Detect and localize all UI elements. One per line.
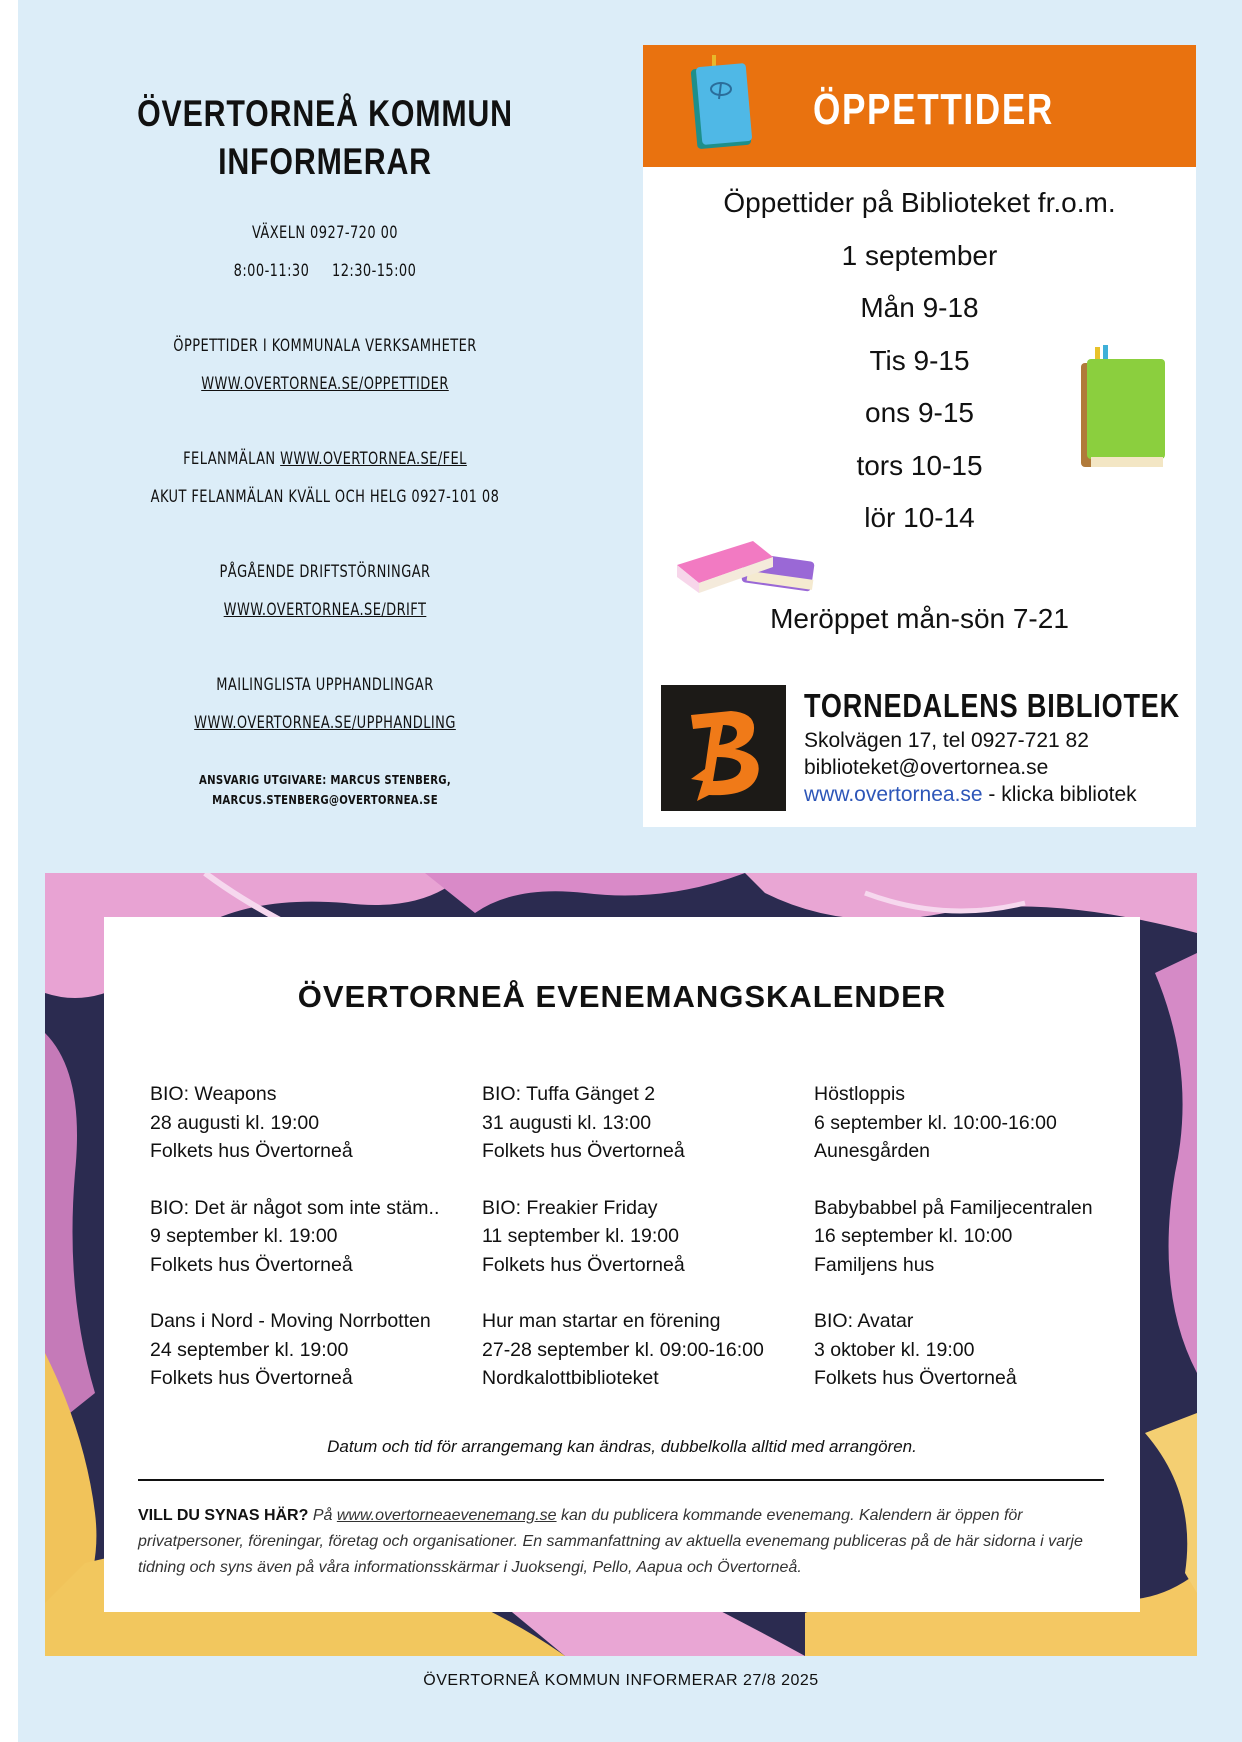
event-location: Folkets hus Övertorneå [814,1367,1017,1389]
library-email[interactable]: biblioteket@overtornea.se [804,756,1049,779]
hours-saturday: lör 10-14 [864,502,975,533]
promo-text [138,1503,1106,1581]
green-book-icon [1077,345,1169,475]
event-location: Familjens hus [814,1253,935,1276]
event-location: Folkets hus Övertorneå [150,1367,353,1389]
library-hours-header [643,45,1196,167]
event-grid [150,1080,1130,1393]
promo-pre: På [308,1507,337,1524]
event-item[interactable] [482,1307,814,1393]
library-web-line [804,783,1137,807]
event-calendar-title: ÖVERTORNEÅ EVENEMANGSKALENDER [297,979,947,1014]
hours-thursday: tors 10-15 [856,449,983,481]
page-edge-strip [0,0,18,1742]
fault-report-label: FELANMÄLAN [183,449,276,469]
library-b-logo-icon [661,685,786,811]
event-item[interactable] [150,1307,482,1393]
urgent-fault-line: AKUT FELANMÄLAN KVÄLL OCH HELG 0927-101 08 [150,487,500,507]
hours-tuesday: Tis 9-15 [869,344,970,376]
municipality-info [90,90,560,810]
event-item[interactable] [150,1194,482,1280]
event-time: 3 oktober kl. 19:00 [814,1338,975,1361]
event-item[interactable] [482,1194,814,1280]
event-name: BIO: Freakier Friday [482,1196,658,1219]
extended-hours: Meröppet mån-sön 7-21 [770,603,1069,634]
event-name: Hur man startar en förening [482,1310,721,1332]
library-website-suffix: - klicka bibliotek [982,783,1137,806]
event-name: BIO: Weapons [150,1083,277,1105]
promo-lead: VILL DU SYNAS HÄR? [138,1507,309,1524]
event-time: 9 september kl. 19:00 [150,1225,338,1247]
divider [138,1479,1104,1481]
fault-report-link[interactable]: WWW.OVERTORNEA.SE/FEL [280,449,467,469]
event-location: Folkets hus Övertorneå [150,1140,353,1162]
library-website-link[interactable]: www.overtornea.se [804,783,983,806]
title-line-2: INFORMERAR [218,141,432,182]
promo-body: kan du publicera kommande evenemang. Kalendern är öppen för privatpersoner, föreningar, företag och organisationer. En sammanfattning av aktuella evenemang publiceras på de här sidorna i varje tidning och syns även på våra informationsskärmar i Juoksengi, Pello, Aapua och Övertorneå. [138,1507,1083,1576]
page-title [132,90,517,186]
event-disclaimer: Datum och tid för arrangemang kan ändras, dubbelkolla alltid med arrangören. [327,1437,917,1456]
title-line-1: ÖVERTORNEÅ KOMMUN [137,93,513,134]
mailing-list-label: MAILINGLISTA UPPHANDLINGAR [216,675,434,695]
opening-hours-label: ÖPPETTIDER I KOMMUNALA VERKSAMHETER [173,336,477,356]
page-footer: ÖVERTORNEÅ KOMMUN INFORMERAR 27/8 2025 [423,1672,819,1689]
event-time: 27-28 september kl. 09:00-16:00 [482,1338,764,1361]
event-location: Aunesgården [814,1140,931,1162]
switchboard-number: VÄXELN 0927-720 00 [252,223,398,243]
event-item[interactable] [814,1307,1130,1393]
event-item[interactable] [482,1080,814,1166]
event-name: Babybabbel på Familjecentralen [814,1196,1093,1219]
publisher-credit: ANSVARIG UTGIVARE: MARCUS STENBERG, MARCUS.STENBERG@OVERTORNEA.SE [198,772,452,807]
hours-intro: Öppettider på Biblioteket fr.o.m. [723,187,1116,218]
library-logo [661,685,786,811]
event-location: Folkets hus Övertorneå [482,1140,685,1162]
event-item[interactable] [150,1080,482,1166]
outages-link[interactable]: WWW.OVERTORNEA.SE/DRIFT [223,600,427,620]
promo-website-link[interactable]: www.overtorneaevenemang.se [336,1507,557,1524]
event-time: 28 augusti kl. 19:00 [150,1111,320,1134]
event-item[interactable] [814,1194,1130,1280]
hours-monday: Mån 9-18 [860,292,979,323]
event-time: 6 september kl. 10:00-16:00 [814,1111,1057,1134]
event-time: 11 september kl. 19:00 [482,1225,679,1247]
event-name: BIO: Det är något som inte stäm.. [150,1196,440,1219]
mailing-list-link[interactable]: WWW.OVERTORNEA.SE/UPPHANDLING [194,713,456,733]
event-calendar [104,917,1140,1612]
event-name: BIO: Avatar [814,1310,914,1332]
event-name: Dans i Nord - Moving Norrbotten [150,1310,431,1332]
event-location: Folkets hus Övertorneå [150,1253,353,1276]
library-hours-title: ÖPPETTIDER [813,85,1054,134]
pink-books-icon [673,535,823,605]
library-address: Skolvägen 17, tel 0927-721 82 [804,729,1089,752]
event-location: Folkets hus Övertorneå [482,1253,685,1276]
switchboard-hours: 8:00-11:30 12:30-15:00 [233,261,417,281]
library-hours-card [643,45,1196,827]
hours-start-date: 1 september [841,239,998,271]
event-time: 24 september kl. 19:00 [150,1338,349,1361]
event-name: Höstloppis [814,1083,906,1105]
library-contact [661,685,1191,811]
opening-hours-link[interactable]: WWW.OVERTORNEA.SE/OPPETTIDER [201,374,449,394]
event-name: BIO: Tuffa Gänget 2 [482,1083,656,1105]
outages-label: PÅGÅENDE DRIFTSTÖRNINGAR [219,562,431,582]
event-time: 31 augusti kl. 13:00 [482,1111,652,1134]
fault-report-line [125,440,525,478]
library-name: TORNEDALENS BIBLIOTEK [804,687,1181,724]
blue-book-icon [686,53,758,153]
event-time: 16 september kl. 10:00 [814,1225,1013,1247]
event-location: Nordkalottbiblioteket [482,1367,659,1389]
event-item[interactable] [814,1080,1130,1166]
hours-wednesday: ons 9-15 [865,397,974,428]
